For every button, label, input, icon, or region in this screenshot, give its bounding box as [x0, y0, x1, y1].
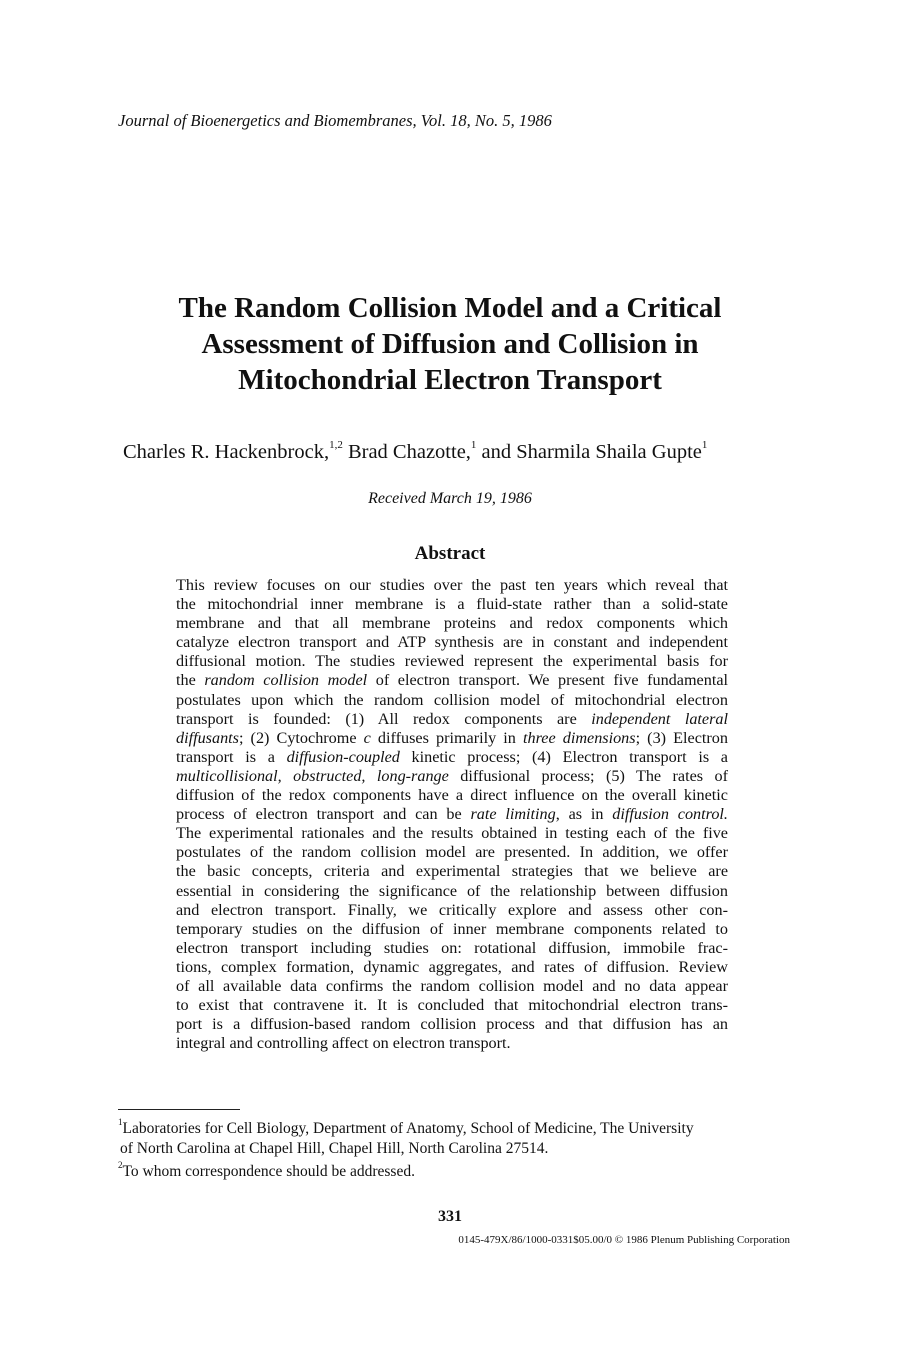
footnotes: [118, 1115, 790, 1182]
abstract-italic-term: diffusion control.: [612, 805, 728, 824]
author-list: [123, 441, 707, 464]
footnote-marker: 1: [118, 1117, 123, 1127]
author-name: Charles R. Hackenbrock,: [123, 441, 330, 463]
abstract-text: port is a diffusion-based random collision process and that diffusion has an: [176, 1015, 728, 1034]
abstract-body: [176, 576, 728, 1053]
abstract-text: diffusion of the redox components have a direct influence on the overall kinetic: [176, 786, 728, 805]
abstract-text: of electron transport. We present five fundamental: [367, 671, 728, 690]
abstract-line: [176, 977, 728, 996]
abstract-italic-term: diffusants: [176, 728, 239, 747]
abstract-text: postulates of the random collision model are presented. In addition, we offer: [176, 843, 728, 862]
abstract-line: [176, 958, 728, 977]
abstract-line: [176, 1034, 728, 1053]
abstract-text: membrane and that all membrane proteins and redox components which: [176, 614, 728, 633]
footnote-2: [118, 1158, 790, 1182]
affiliation-marker: 1: [701, 439, 708, 452]
abstract-line: [176, 862, 728, 881]
abstract-line: [176, 920, 728, 939]
abstract-line: [176, 824, 728, 843]
abstract-italic-term: three dimensions: [522, 728, 636, 747]
abstract-italic-term: multicollisional, obstructed, long-range: [176, 766, 449, 785]
abstract-line: [176, 882, 728, 901]
abstract-text: catalyze electron transport and ATP synthesis are in constant and independent: [176, 633, 728, 652]
abstract-heading: Abstract: [414, 543, 486, 564]
abstract-text: and electron transport. Finally, we critically explore and assess other con-: [176, 900, 728, 919]
abstract-line: [176, 595, 728, 614]
title-line: Mitochondrial Electron Transport: [238, 364, 662, 396]
abstract-text: diffusional process; (5) The rates of: [448, 766, 728, 785]
abstract-line: [176, 652, 728, 671]
abstract-text: kinetic process; (4) Electron transport is a: [399, 747, 728, 766]
footnote-marker: 2: [118, 1160, 123, 1171]
received-date: Received March 19, 1986: [368, 490, 532, 507]
abstract-text: the: [176, 671, 205, 690]
abstract-line: [176, 671, 728, 690]
abstract-italic-term: random collision model: [204, 671, 368, 690]
journal-citation: Journal of Bioenergetics and Biomembranes, Vol. 18, No. 5, 1986: [118, 111, 552, 130]
abstract-line: [176, 1015, 728, 1034]
title-line: The Random Collision Model and a Critical: [178, 292, 722, 324]
abstract-text: the basic concepts, criteria and experimental strategies that we believe are: [176, 862, 728, 881]
abstract-line: [176, 901, 728, 920]
abstract-text: diffusional motion. The studies reviewed represent the experimental basis for: [176, 652, 728, 671]
abstract-line: [176, 767, 728, 786]
page-number: 331: [438, 1208, 462, 1225]
footnote-1: [118, 1115, 790, 1139]
abstract-text: essential in considering the significance of the relationship between diffusion: [176, 881, 728, 900]
abstract-text: process of electron transport and can be: [176, 805, 471, 824]
abstract-text: , as in: [555, 805, 613, 824]
abstract-text: integral and controlling affect on electron transport.: [176, 1034, 511, 1053]
abstract-line: [176, 748, 728, 767]
abstract-line: [176, 729, 728, 748]
abstract-italic-term: rate limiting: [470, 805, 556, 824]
abstract-text: the mitochondrial inner membrane is a fluid-state rather than a solid-state: [176, 595, 728, 614]
author-name: and Sharmila Shaila Gupte: [481, 441, 702, 463]
abstract-text: tions, complex formation, dynamic aggregates, and rates of diffusion. Review: [176, 957, 728, 976]
abstract-text: temporary studies on the diffusion of inner membrane components related to: [176, 919, 728, 938]
abstract-italic-term: independent lateral: [591, 709, 729, 728]
abstract-text: electron transport including studies on: rotational diffusion, immobile frac-: [176, 938, 728, 957]
abstract-text: diffuses primarily in: [370, 728, 523, 747]
abstract-line: [176, 691, 728, 710]
abstract-line: [176, 939, 728, 958]
abstract-text: postulates upon which the random collision model of mitochondrial electron: [176, 690, 728, 709]
footnote-1-continued: of North Carolina at Chapel Hill, Chapel Hill, North Carolina 27514.: [120, 1139, 549, 1157]
footnote-divider: [118, 1109, 240, 1110]
abstract-line: [176, 576, 728, 595]
abstract-line: [176, 805, 728, 824]
footnote-text: Laboratories for Cell Biology, Department of Anatomy, School of Medicine, The University: [122, 1120, 694, 1138]
abstract-text: transport is a: [176, 747, 287, 766]
abstract-text: ; (2) Cytochrome: [238, 728, 364, 747]
abstract-italic-term: diffusion-coupled: [286, 747, 400, 766]
abstract-text: to exist that contravene it. It is concluded that mitochondrial electron trans-: [176, 996, 728, 1015]
abstract-text: This review focuses on our studies over the past ten years which reveal that: [176, 576, 728, 594]
abstract-line: [176, 614, 728, 633]
abstract-line: [176, 710, 728, 729]
abstract-line: [176, 843, 728, 862]
abstract-text: The experimental rationales and the results obtained in testing each of the five: [176, 824, 728, 843]
abstract-line: [176, 996, 728, 1015]
affiliation-marker: 1,2: [329, 439, 343, 452]
abstract-text: of all available data confirms the random collision model and no data appear: [176, 976, 728, 995]
abstract-line: [176, 786, 728, 805]
abstract-line: [176, 633, 728, 652]
article-title: [120, 290, 780, 398]
abstract-text: transport is founded: (1) All redox components are: [176, 709, 592, 728]
copyright-line: 0145-479X/86/1000-0331$05.00/0 © 1986 Plenum Publishing Corporation: [458, 1234, 790, 1246]
author-name: Brad Chazotte,: [347, 441, 471, 463]
affiliation-marker: 1: [470, 439, 477, 452]
footnote-text: To whom correspondence should be addressed.: [122, 1163, 415, 1181]
abstract-text: ; (3) Electron: [635, 728, 728, 747]
title-line: Assessment of Diffusion and Collision in: [201, 328, 699, 360]
abstract-italic-term: c: [363, 728, 371, 747]
